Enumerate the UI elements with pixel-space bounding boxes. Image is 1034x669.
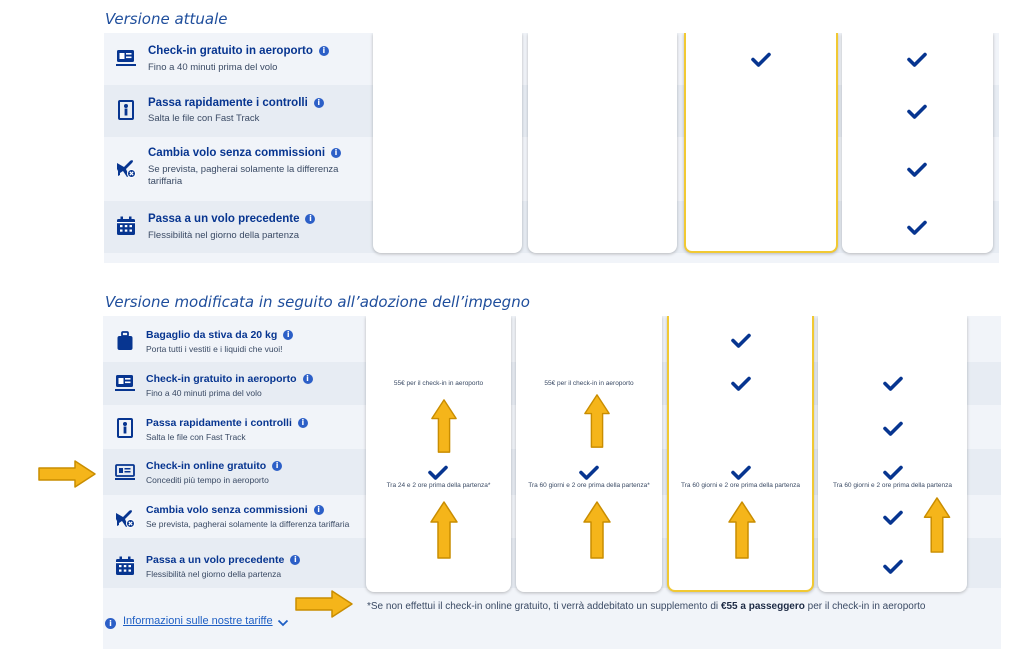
fast-track-icon — [114, 417, 136, 439]
fast-track-icon — [115, 99, 137, 121]
feature-title: Passa a un volo precedente i — [146, 554, 300, 566]
info-icon[interactable]: i — [305, 214, 315, 224]
feature-title: Check-in gratuito in aeroporto i — [148, 45, 329, 57]
calendar-icon — [114, 555, 136, 577]
feature-subtitle: Fino a 40 minuti prima del volo — [148, 62, 278, 73]
suitcase-icon — [114, 330, 136, 352]
online-checkin-note: Tra 60 giorni e 2 ore prima della partenza — [833, 482, 952, 489]
check-icon — [907, 103, 927, 119]
check-icon — [751, 51, 771, 67]
airport-checkin-icon — [115, 47, 137, 69]
checkin-fee-note: 55€ per il check-in in aeroporto — [393, 380, 484, 387]
feature-subtitle: Flessibilità nel giorno della partenza — [146, 569, 282, 579]
annotation-arrow-up — [581, 393, 613, 449]
current-fare-table — [104, 33, 999, 263]
online-checkin-note: Tra 24 e 2 ore prima della partenza* — [386, 482, 491, 489]
check-icon — [907, 51, 927, 67]
info-icon[interactable]: i — [290, 555, 300, 565]
checkin-fee-note: 55€ per il check-in in aeroporto — [544, 380, 634, 387]
info-icon[interactable]: i — [298, 418, 308, 428]
check-icon — [579, 464, 599, 480]
feature-subtitle: Concediti più tempo in aeroporto — [146, 475, 269, 485]
feature-subtitle: Se prevista, pagherai solamente la differenza tariffaria — [146, 519, 350, 529]
calendar-icon — [115, 215, 137, 237]
info-icon[interactable]: i — [331, 148, 341, 158]
online-checkin-note: Tra 60 giorni e 2 ore prima della partenza — [681, 482, 800, 489]
info-icon[interactable]: i — [314, 98, 324, 108]
feature-title: Passa rapidamente i controlli i — [148, 97, 324, 109]
check-icon — [907, 161, 927, 177]
plane-change-icon — [115, 157, 137, 179]
feature-subtitle: Se prevista, pagherai solamente la differenza tariffaria — [148, 164, 339, 187]
check-icon — [883, 558, 903, 574]
chevron-down-icon[interactable] — [277, 618, 289, 628]
info-icon[interactable]: i — [303, 374, 313, 384]
footnote: *Se non effettui il check-in online gratuito, ti verrà addebitato un supplemento di €55 a passeggero per il check-in in aeroporto — [367, 601, 926, 612]
annotation-arrow-up — [921, 496, 953, 554]
modified-fare-table — [103, 316, 1001, 649]
check-icon — [883, 420, 903, 436]
check-icon — [731, 464, 751, 480]
feature-title: Cambia volo senza commissioni i — [146, 504, 324, 516]
fare-column-1 — [373, 33, 522, 253]
annotation-arrow-right — [37, 459, 97, 489]
annotation-arrow-up — [581, 500, 613, 560]
feature-subtitle: Fino a 40 minuti prima del volo — [146, 388, 262, 398]
feature-subtitle: Salta le file con Fast Track — [146, 432, 246, 442]
info-icon[interactable]: i — [319, 46, 329, 56]
caption-modified-version: Versione modificata in seguito all’adozione dell’impegno — [105, 293, 530, 311]
online-checkin-note: Tra 60 giorni e 2 ore prima della partenza* — [528, 482, 650, 489]
feature-subtitle: Porta tutti i vestiti e i liquidi che vuoi! — [146, 344, 283, 354]
feature-title: Bagaglio da stiva da 20 kg i — [146, 329, 293, 341]
feature-title: Check-in online gratuito i — [146, 460, 282, 472]
info-icon[interactable]: i — [314, 505, 324, 515]
annotation-arrow-up — [428, 500, 460, 560]
check-icon — [907, 219, 927, 235]
feature-subtitle: Flessibilità nel giorno della partenza — [148, 230, 300, 241]
feature-title: Cambia volo senza commissioni i — [148, 147, 341, 159]
fare-column-2 — [528, 33, 677, 253]
annotation-arrow-up — [428, 398, 460, 454]
feature-title: Passa rapidamente i controlli i — [146, 417, 308, 429]
feature-title: Passa a un volo precedente i — [148, 213, 315, 225]
caption-current-version: Versione attuale — [105, 10, 228, 28]
feature-subtitle: Salta le file con Fast Track — [148, 113, 260, 124]
annotation-arrow-up — [726, 500, 758, 560]
info-icon[interactable]: i — [272, 461, 282, 471]
info-fares-link[interactable]: Informazioni sulle nostre tariffe — [123, 615, 273, 627]
check-icon — [883, 509, 903, 525]
airport-checkin-icon — [114, 372, 136, 394]
annotation-arrow-right — [294, 589, 354, 619]
check-icon — [883, 464, 903, 480]
plane-change-icon — [114, 507, 136, 529]
check-icon — [883, 375, 903, 391]
info-icon[interactable]: i — [283, 330, 293, 340]
online-checkin-icon — [114, 461, 136, 483]
check-icon — [731, 332, 751, 348]
info-icon: i — [105, 618, 116, 629]
check-icon — [428, 464, 448, 480]
check-icon — [731, 375, 751, 391]
feature-title: Check-in gratuito in aeroporto i — [146, 373, 313, 385]
